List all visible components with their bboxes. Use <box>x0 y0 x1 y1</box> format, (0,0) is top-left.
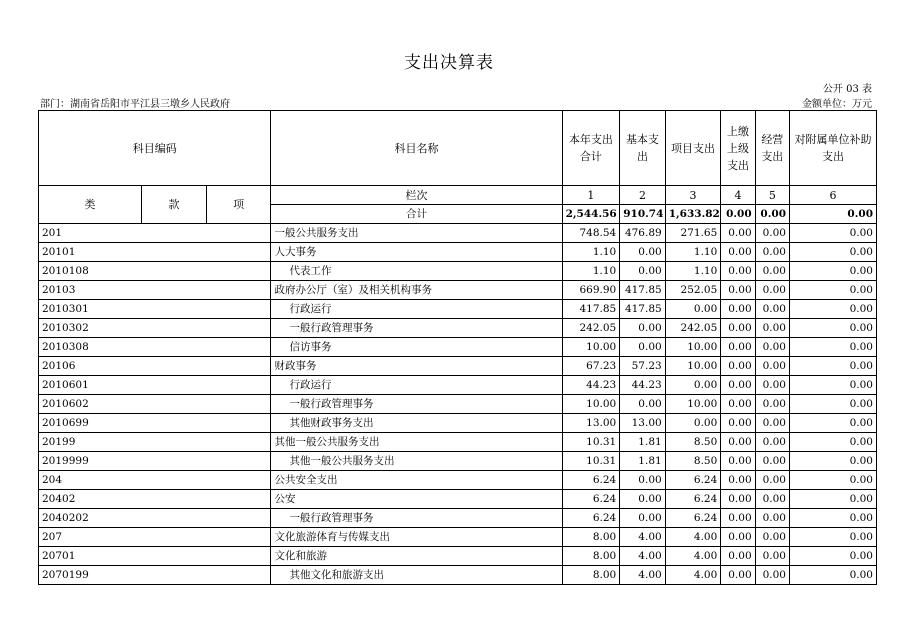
table-row <box>39 376 877 395</box>
row-v3: 271.65 <box>665 224 721 243</box>
row-v4: 0.00 <box>721 509 755 528</box>
row-v2: 4.00 <box>620 566 665 585</box>
row-v2: 417.85 <box>620 281 665 300</box>
header-name: 科目名称 <box>271 111 562 186</box>
row-name: 其他文化和旅游支出 <box>271 566 562 585</box>
row-code: 2010602 <box>39 395 271 414</box>
row-v4: 0.00 <box>721 452 755 471</box>
row-v1: 1.10 <box>562 243 620 262</box>
row-v5: 0.00 <box>755 528 789 547</box>
row-v4: 0.00 <box>721 490 755 509</box>
row-v1: 67.23 <box>562 357 620 376</box>
row-v3: 6.24 <box>665 490 721 509</box>
row-v6: 0.00 <box>790 414 877 433</box>
row-v5: 0.00 <box>755 262 789 281</box>
row-v3: 1.10 <box>665 243 721 262</box>
row-v4: 0.00 <box>721 319 755 338</box>
form-number: 公开 03 表 <box>822 84 872 95</box>
row-code: 2040202 <box>39 509 271 528</box>
row-v1: 242.05 <box>562 319 620 338</box>
row-v2: 0.00 <box>620 243 665 262</box>
row-v3: 8.50 <box>665 433 721 452</box>
total-v5: 0.00 <box>755 205 789 224</box>
table-row <box>39 224 877 243</box>
row-v1: 669.90 <box>562 281 620 300</box>
table-row <box>39 566 877 585</box>
total-label: 合计 <box>271 205 562 224</box>
header-col5: 经营支出 <box>755 111 789 186</box>
total-v2: 910.74 <box>620 205 665 224</box>
table-row <box>39 357 877 376</box>
row-v3: 10.00 <box>665 357 721 376</box>
row-v6: 0.00 <box>790 528 877 547</box>
table-row <box>39 414 877 433</box>
amount-unit-label: 金额单位：万元 <box>802 99 872 110</box>
row-name: 其他一般公共服务支出 <box>271 452 562 471</box>
row-code: 20101 <box>39 243 271 262</box>
row-v2: 1.81 <box>620 452 665 471</box>
row-code: 201 <box>39 224 271 243</box>
row-v6: 0.00 <box>790 281 877 300</box>
row-v2: 0.00 <box>620 262 665 281</box>
row-v1: 10.00 <box>562 338 620 357</box>
header-col1: 本年支出合计 <box>562 111 620 186</box>
total-v6: 0.00 <box>790 205 877 224</box>
row-name: 财政事务 <box>271 357 562 376</box>
row-v5: 0.00 <box>755 433 789 452</box>
row-v3: 10.00 <box>665 338 721 357</box>
col-number-1: 1 <box>562 186 620 205</box>
table-row <box>39 243 877 262</box>
header-row <box>39 111 877 186</box>
row-code: 2010302 <box>39 319 271 338</box>
row-v5: 0.00 <box>755 300 789 319</box>
row-v4: 0.00 <box>721 281 755 300</box>
row-v6: 0.00 <box>790 395 877 414</box>
row-v4: 0.00 <box>721 566 755 585</box>
table-row <box>39 300 877 319</box>
row-v3: 0.00 <box>665 376 721 395</box>
row-v6: 0.00 <box>790 357 877 376</box>
row-v4: 0.00 <box>721 262 755 281</box>
row-v6: 0.00 <box>790 433 877 452</box>
row-v3: 4.00 <box>665 566 721 585</box>
row-v4: 0.00 <box>721 528 755 547</box>
row-v4: 0.00 <box>721 243 755 262</box>
header-col6: 对附属单位补助支出 <box>790 111 877 186</box>
row-name: 一般行政管理事务 <box>271 319 562 338</box>
header-col3: 项目支出 <box>665 111 721 186</box>
row-v2: 4.00 <box>620 547 665 566</box>
row-v1: 44.23 <box>562 376 620 395</box>
row-v5: 0.00 <box>755 452 789 471</box>
row-v6: 0.00 <box>790 566 877 585</box>
row-v6: 0.00 <box>790 376 877 395</box>
row-name: 人大事务 <box>271 243 562 262</box>
row-name: 文化旅游体育与传媒支出 <box>271 528 562 547</box>
table-row <box>39 471 877 490</box>
row-v5: 0.00 <box>755 566 789 585</box>
row-name: 其他一般公共服务支出 <box>271 433 562 452</box>
table-row <box>39 281 877 300</box>
row-v2: 4.00 <box>620 528 665 547</box>
row-v3: 10.00 <box>665 395 721 414</box>
row-v6: 0.00 <box>790 547 877 566</box>
row-v2: 13.00 <box>620 414 665 433</box>
row-v6: 0.00 <box>790 509 877 528</box>
table-row <box>39 262 877 281</box>
row-v2: 0.00 <box>620 319 665 338</box>
table-row <box>39 490 877 509</box>
row-v4: 0.00 <box>721 414 755 433</box>
total-v3: 1,633.82 <box>665 205 721 224</box>
row-code: 2010308 <box>39 338 271 357</box>
row-v1: 6.24 <box>562 509 620 528</box>
col-number-5: 5 <box>755 186 789 205</box>
table-row <box>39 338 877 357</box>
row-v4: 0.00 <box>721 224 755 243</box>
row-v1: 748.54 <box>562 224 620 243</box>
row-v5: 0.00 <box>755 338 789 357</box>
row-v5: 0.00 <box>755 509 789 528</box>
table-row <box>39 433 877 452</box>
row-v3: 252.05 <box>665 281 721 300</box>
row-v3: 0.00 <box>665 300 721 319</box>
row-v4: 0.00 <box>721 433 755 452</box>
row-code: 204 <box>39 471 271 490</box>
row-code: 207 <box>39 528 271 547</box>
row-v6: 0.00 <box>790 262 877 281</box>
row-v4: 0.00 <box>721 376 755 395</box>
row-v1: 8.00 <box>562 566 620 585</box>
table-row <box>39 452 877 471</box>
row-v3: 6.24 <box>665 509 721 528</box>
row-v3: 4.00 <box>665 528 721 547</box>
department-label: 部门：湖南省岳阳市平江县三墩乡人民政府 <box>40 99 230 110</box>
header-xiang: 项 <box>206 186 271 224</box>
row-v3: 4.00 <box>665 547 721 566</box>
row-code: 2010301 <box>39 300 271 319</box>
row-v6: 0.00 <box>790 224 877 243</box>
row-v2: 57.23 <box>620 357 665 376</box>
row-v6: 0.00 <box>790 471 877 490</box>
row-code: 2019999 <box>39 452 271 471</box>
row-v1: 10.00 <box>562 395 620 414</box>
header-col2: 基本支出 <box>620 111 665 186</box>
header-col4: 上缴上级支出 <box>721 111 755 186</box>
row-v6: 0.00 <box>790 490 877 509</box>
row-name: 文化和旅游 <box>271 547 562 566</box>
row-name: 政府办公厅（室）及相关机构事务 <box>271 281 562 300</box>
row-v1: 13.00 <box>562 414 620 433</box>
row-code: 2010108 <box>39 262 271 281</box>
col-number-3: 3 <box>665 186 721 205</box>
row-code: 2010699 <box>39 414 271 433</box>
total-v1: 2,544.56 <box>562 205 620 224</box>
row-v1: 10.31 <box>562 452 620 471</box>
row-v4: 0.00 <box>721 357 755 376</box>
row-code: 20199 <box>39 433 271 452</box>
row-v1: 417.85 <box>562 300 620 319</box>
table-row <box>39 547 877 566</box>
row-v2: 0.00 <box>620 471 665 490</box>
table-row <box>39 319 877 338</box>
header-kuan: 款 <box>142 186 207 224</box>
row-v3: 1.10 <box>665 262 721 281</box>
row-name: 一般公共服务支出 <box>271 224 562 243</box>
header-code-group: 科目编码 <box>39 111 271 186</box>
row-code: 20402 <box>39 490 271 509</box>
row-v4: 0.00 <box>721 547 755 566</box>
row-name: 其他财政事务支出 <box>271 414 562 433</box>
row-code: 2010601 <box>39 376 271 395</box>
row-code: 2070199 <box>39 566 271 585</box>
column-number-row <box>39 186 877 205</box>
row-code: 20701 <box>39 547 271 566</box>
row-v2: 1.81 <box>620 433 665 452</box>
table-row <box>39 528 877 547</box>
row-name: 一般行政管理事务 <box>271 395 562 414</box>
row-name: 信访事务 <box>271 338 562 357</box>
row-v3: 242.05 <box>665 319 721 338</box>
row-v5: 0.00 <box>755 547 789 566</box>
row-v1: 10.31 <box>562 433 620 452</box>
col-number-6: 6 <box>790 186 877 205</box>
col-number-2: 2 <box>620 186 665 205</box>
row-v5: 0.00 <box>755 243 789 262</box>
header-lei: 类 <box>39 186 142 224</box>
row-v1: 8.00 <box>562 528 620 547</box>
row-v2: 0.00 <box>620 338 665 357</box>
row-v2: 0.00 <box>620 509 665 528</box>
table-row <box>39 395 877 414</box>
row-v5: 0.00 <box>755 414 789 433</box>
row-v5: 0.00 <box>755 224 789 243</box>
row-v3: 8.50 <box>665 452 721 471</box>
table-row <box>39 509 877 528</box>
row-v5: 0.00 <box>755 490 789 509</box>
row-v2: 476.89 <box>620 224 665 243</box>
row-v4: 0.00 <box>721 338 755 357</box>
row-v2: 0.00 <box>620 395 665 414</box>
row-v3: 0.00 <box>665 414 721 433</box>
row-v6: 0.00 <box>790 319 877 338</box>
row-v6: 0.00 <box>790 300 877 319</box>
col-number-4: 4 <box>721 186 755 205</box>
row-code: 20106 <box>39 357 271 376</box>
row-v6: 0.00 <box>790 452 877 471</box>
row-code: 20103 <box>39 281 271 300</box>
page-title: 支出决算表 <box>404 53 494 73</box>
row-v5: 0.00 <box>755 281 789 300</box>
row-v2: 417.85 <box>620 300 665 319</box>
header-lanci: 栏次 <box>271 186 562 205</box>
row-v5: 0.00 <box>755 395 789 414</box>
row-name: 行政运行 <box>271 300 562 319</box>
row-name: 行政运行 <box>271 376 562 395</box>
row-v5: 0.00 <box>755 319 789 338</box>
row-v5: 0.00 <box>755 471 789 490</box>
row-v1: 6.24 <box>562 471 620 490</box>
expenditure-table <box>38 110 877 585</box>
row-v4: 0.00 <box>721 300 755 319</box>
row-v6: 0.00 <box>790 338 877 357</box>
total-v4: 0.00 <box>721 205 755 224</box>
row-v2: 44.23 <box>620 376 665 395</box>
row-v1: 8.00 <box>562 547 620 566</box>
row-name: 代表工作 <box>271 262 562 281</box>
row-v5: 0.00 <box>755 357 789 376</box>
row-name: 公共安全支出 <box>271 471 562 490</box>
row-name: 公安 <box>271 490 562 509</box>
row-v1: 6.24 <box>562 490 620 509</box>
row-v6: 0.00 <box>790 243 877 262</box>
row-v5: 0.00 <box>755 376 789 395</box>
row-name: 一般行政管理事务 <box>271 509 562 528</box>
row-v3: 6.24 <box>665 471 721 490</box>
row-v4: 0.00 <box>721 395 755 414</box>
row-v2: 0.00 <box>620 490 665 509</box>
row-v4: 0.00 <box>721 471 755 490</box>
row-v1: 1.10 <box>562 262 620 281</box>
